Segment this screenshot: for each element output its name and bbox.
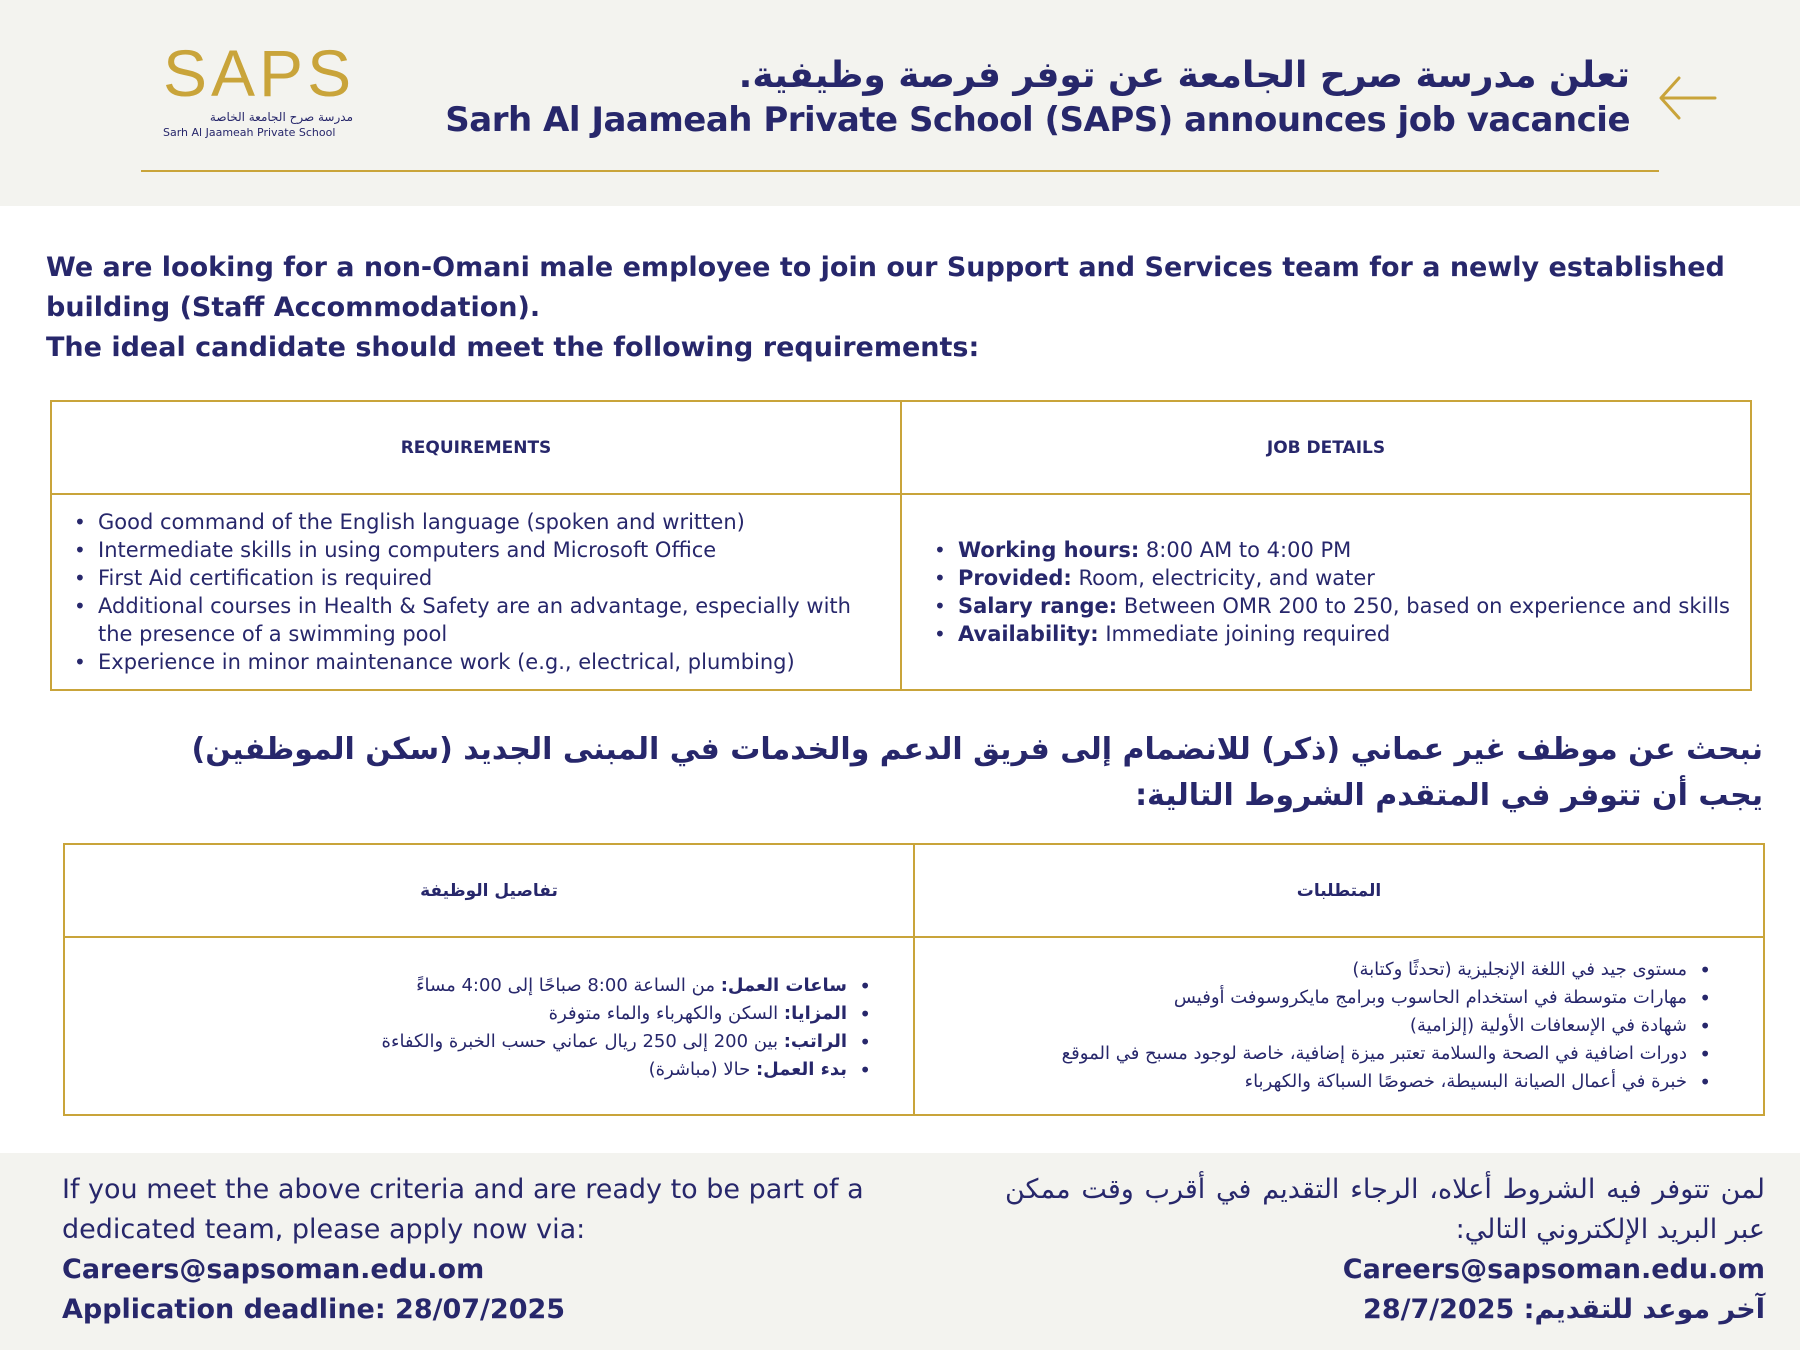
page-title-arabic: تعلن مدرسة صرح الجامعة عن توفر فرصة وظيفية.: [738, 55, 1630, 96]
requirements-cell-arabic: [914, 937, 1764, 1115]
detail-value: 8:00 AM to 4:00 PM: [1139, 538, 1352, 562]
school-logo: [163, 36, 356, 139]
job-details-header-arabic: تفاصيل الوظيفة: [64, 844, 914, 937]
job-details-header: JOB DETAILS: [901, 401, 1751, 494]
intro-english-line2: The ideal candidate should meet the following requirements:: [46, 332, 980, 363]
footer-arabic-text: لمن تتوفر فيه الشروط أعلاه، الرجاء التقديم في أقرب وقت ممكن عبر البريد الإلكتروني التالي:: [1005, 1174, 1765, 1245]
requirement-item: • Intermediate skills in using computers and Microsoft Office: [70, 536, 884, 564]
page-title-english: Sarh Al Jaameah Private School (SAPS) announces job vacancie: [445, 100, 1630, 140]
requirement-item-arabic: • خبرة في أعمال الصيانة البسيطة، خصوصًا السباكة والكهرباء: [933, 1068, 1717, 1096]
detail-value-arabic: السكن والكهرباء والماء متوفرة: [548, 1003, 784, 1024]
intro-arabic: نبحث عن موظف غير عماني (ذكر) للانضمام إلى فريق الدعم والخدمات في المبنى الجديد (سكن الموظفين) يجب أن تتوفر في المتقدم الشروط التالية:: [191, 732, 1763, 813]
detail-value: Room, electricity, and water: [1071, 566, 1375, 590]
job-details-cell-arabic: [64, 937, 914, 1115]
email-link[interactable]: Careers@sapsoman.edu.om: [62, 1254, 485, 1285]
detail-key: Working hours:: [958, 538, 1140, 562]
detail-item: [930, 620, 1734, 648]
arrow-left-icon: [1655, 66, 1719, 130]
logo-arabic-name: مدرسة صرح الجامعة الخاصة: [209, 110, 353, 124]
detail-value-arabic: من الساعة 8:00 صباحًا إلى 4:00 مساءً: [416, 975, 721, 996]
requirement-item: • Additional courses in Health & Safety are an advantage, especially with the presence of a swimming pool: [70, 592, 884, 648]
detail-key-arabic: المزايا:: [783, 1003, 847, 1024]
email-link-arabic-section[interactable]: Careers@sapsoman.edu.om: [1342, 1254, 1765, 1285]
requirements-header-arabic: المتطلبات: [914, 844, 1764, 937]
detail-value: Immediate joining required: [1098, 622, 1391, 646]
detail-key: Availability:: [958, 622, 1099, 646]
detail-value-arabic: حالا (مباشرة): [648, 1059, 756, 1080]
job-details-cell: [901, 494, 1751, 690]
detail-item-arabic: [83, 1028, 877, 1056]
logo-mark: SAPS: [163, 36, 356, 110]
requirement-item-arabic: • مستوى جيد في اللغة الإنجليزية (تحدثًا وكتابة): [933, 956, 1717, 984]
detail-key-arabic: ساعات العمل:: [720, 975, 847, 996]
detail-value-arabic: بين 200 إلى 250 ريال عماني حسب الخبرة والكفاءة: [381, 1031, 784, 1052]
requirements-header: REQUIREMENTS: [51, 401, 901, 494]
detail-item: [930, 564, 1734, 592]
requirements-table-arabic: [63, 843, 1765, 1116]
requirement-item: • Good command of the English language (spoken and written): [70, 508, 884, 536]
application-deadline: Application deadline: 28/07/2025: [62, 1294, 566, 1325]
header-divider: [141, 170, 1659, 172]
detail-item: [930, 592, 1734, 620]
application-deadline-arabic: آخر موعد للتقديم: 28/7/2025: [1363, 1294, 1765, 1325]
detail-item-arabic: [83, 1056, 877, 1084]
detail-item: [930, 536, 1734, 564]
detail-key: Provided:: [958, 566, 1072, 590]
footer-english: [62, 1170, 922, 1330]
footer-english-text: If you meet the above criteria and are ready to be part of a dedicated team, please apply now via:: [62, 1174, 864, 1245]
footer-arabic: [1005, 1170, 1765, 1330]
intro-english-line1: We are looking for a non-Omani male employee to join our Support and Services team for a newly established building (Staff Accommodation).: [46, 252, 1725, 323]
requirement-item-arabic: • شهادة في الإسعافات الأولية (إلزامية): [933, 1012, 1717, 1040]
detail-item-arabic: [83, 1000, 877, 1028]
detail-item-arabic: [83, 972, 877, 1000]
requirement-item-arabic: • مهارات متوسطة في استخدام الحاسوب وبرامج مايكروسوفت أوفيس: [933, 984, 1717, 1012]
intro-english: [46, 248, 1746, 368]
requirements-table-english: [50, 400, 1752, 691]
detail-key: Salary range:: [958, 594, 1118, 618]
detail-key-arabic: بدء العمل:: [755, 1059, 847, 1080]
requirement-item: • First Aid certification is required: [70, 564, 884, 592]
detail-value: Between OMR 200 to 250, based on experience and skills: [1117, 594, 1730, 618]
requirement-item-arabic: • دورات اضافية في الصحة والسلامة تعتبر ميزة إضافية، خاصة لوجود مسبح في الموقع: [933, 1040, 1717, 1068]
logo-english-name: Sarh Al Jaameah Private School: [163, 126, 336, 139]
requirements-cell: [51, 494, 901, 690]
requirement-item: • Experience in minor maintenance work (e.g., electrical, plumbing): [70, 648, 884, 676]
detail-key-arabic: الراتب:: [783, 1031, 847, 1052]
